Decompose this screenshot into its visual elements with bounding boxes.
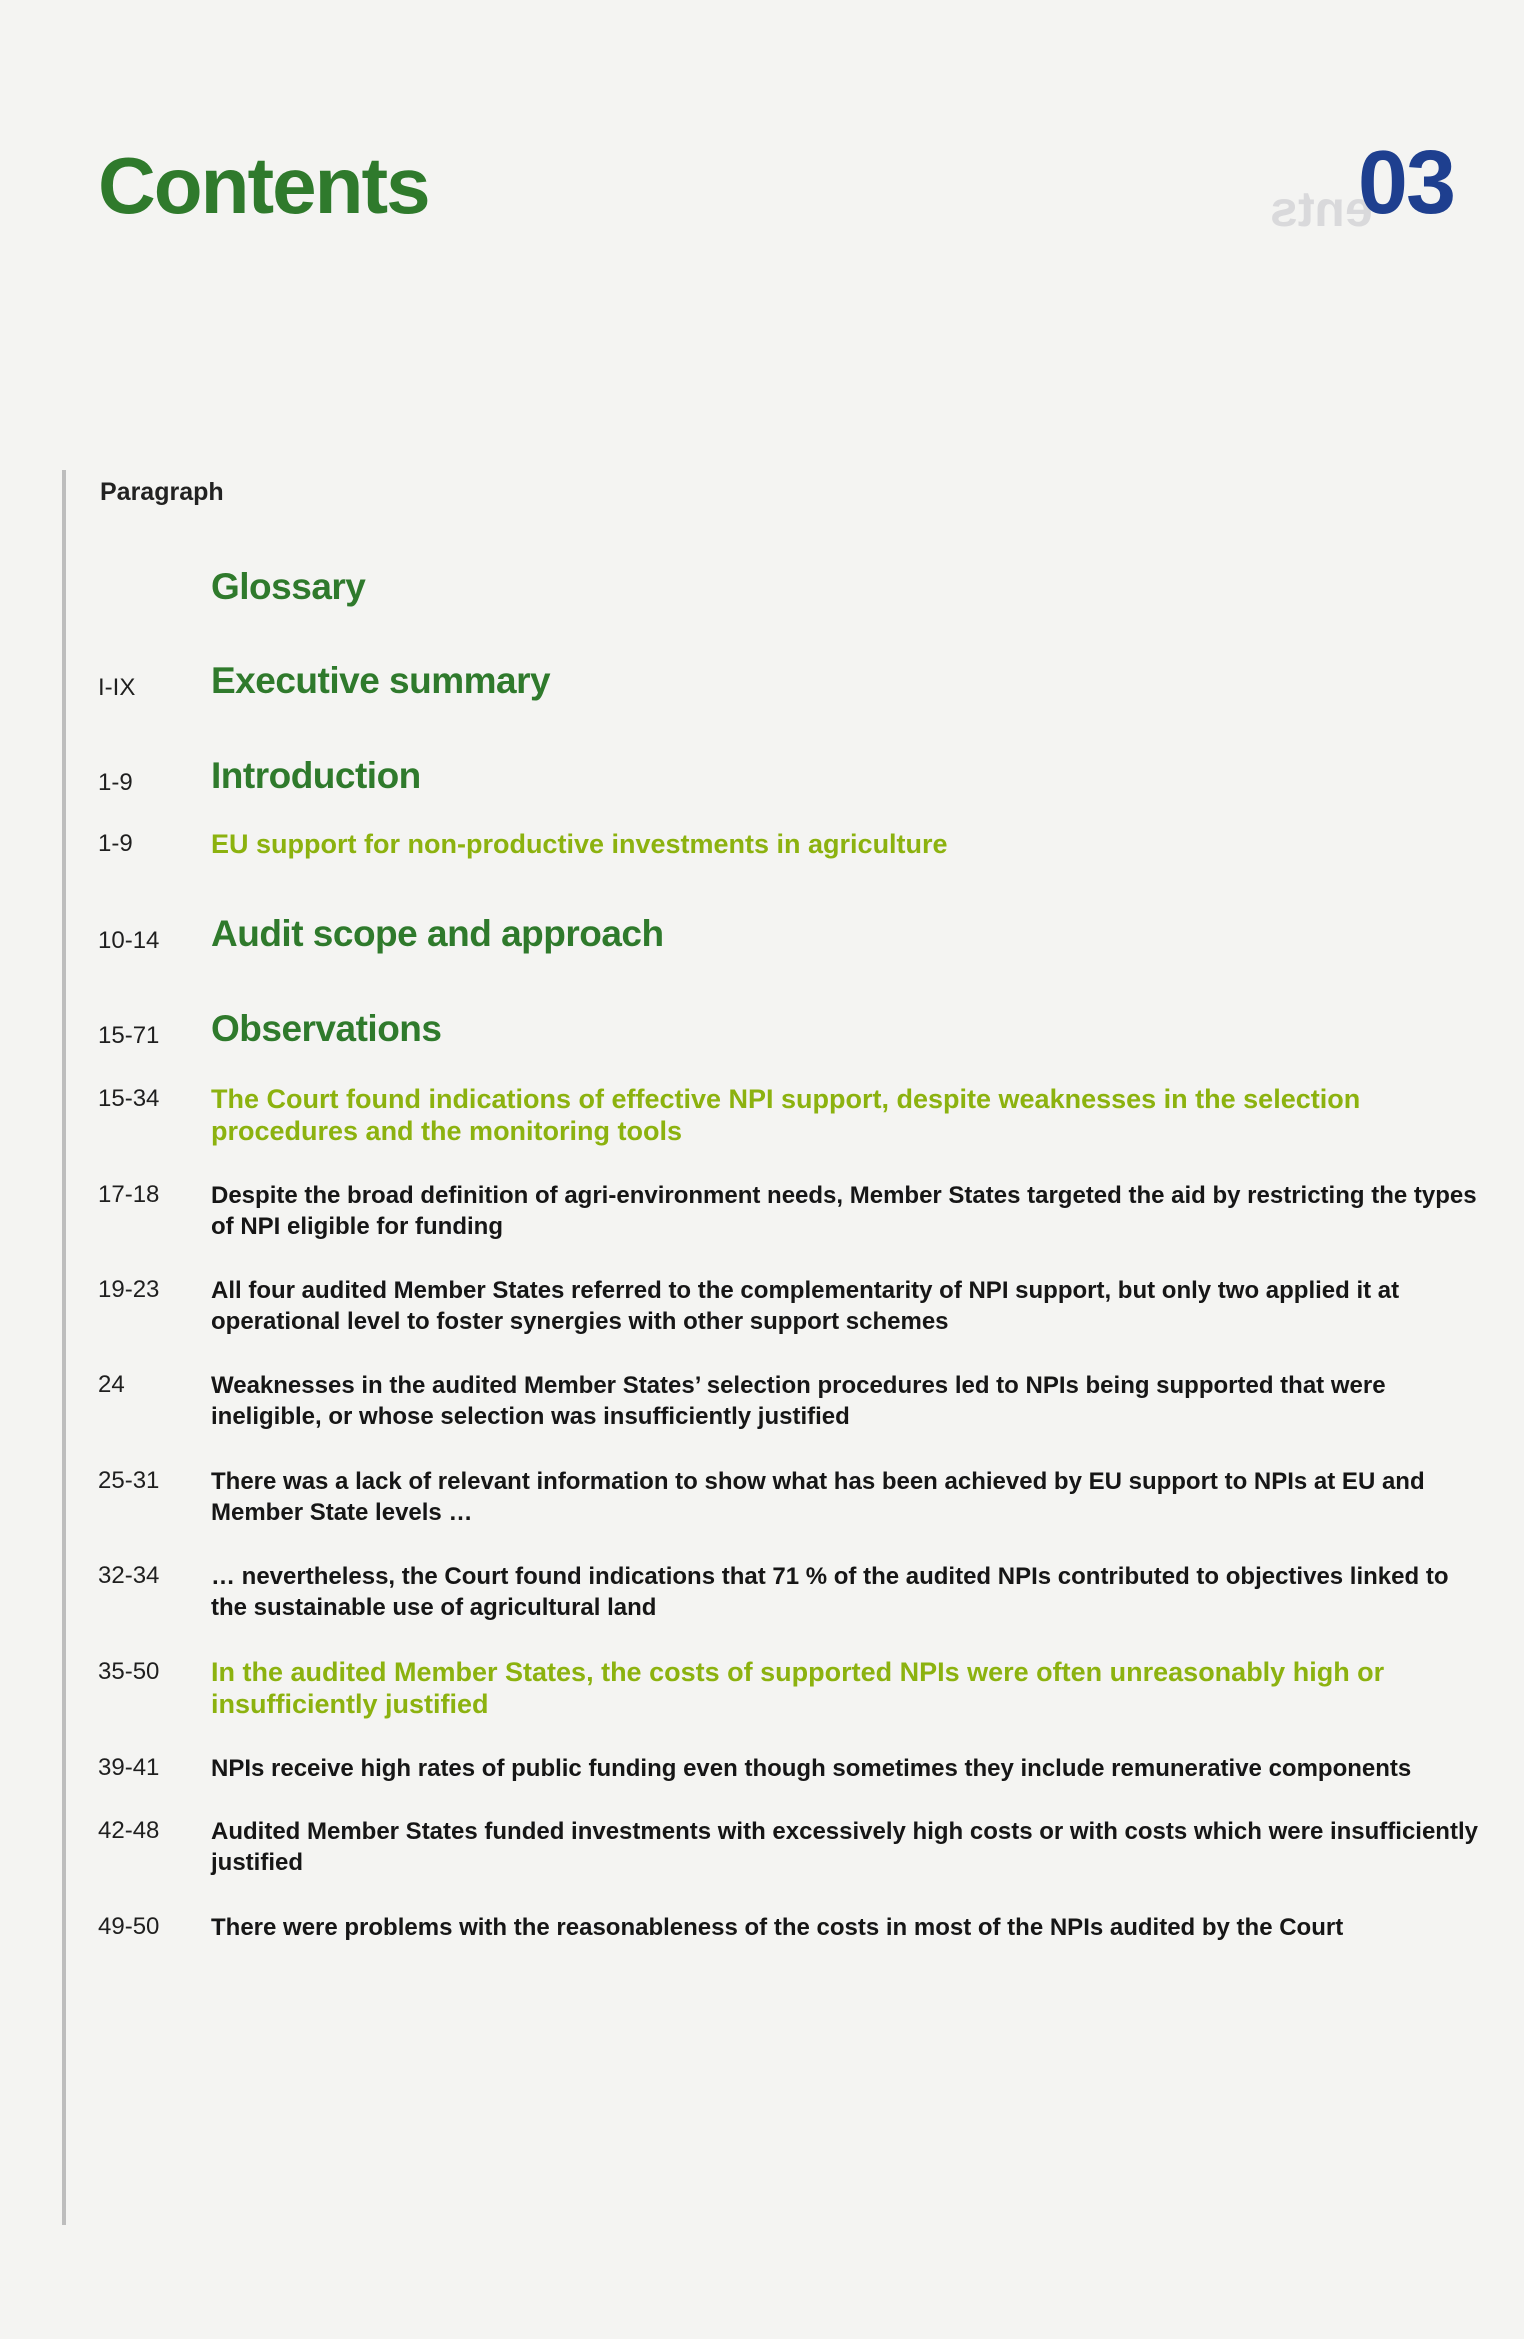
toc-item: Despite the broad definition of agri-environment needs, Member States targeted the aid by restricting the types of NPI eligible for funding	[211, 1182, 1477, 1240]
toc-paragraph-range: 19-23	[98, 1276, 160, 1303]
toc-heading: Glossary	[211, 566, 366, 607]
toc-paragraph-range: 49-50	[98, 1913, 160, 1940]
show-through-text: ents	[1270, 181, 1373, 237]
toc-item: Audited Member States funded investments with excessively high costs or with costs which were insufficiently justified	[211, 1818, 1478, 1876]
toc-paragraph-range: 1-9	[98, 769, 133, 796]
toc-paragraph-range: 15-34	[98, 1085, 160, 1112]
toc-paragraph-range: 10-14	[98, 927, 160, 954]
toc-subheading: EU support for non-productive investments in agriculture	[211, 829, 948, 859]
toc-paragraph-range: 42-48	[98, 1817, 160, 1844]
toc-item: NPIs receive high rates of public funding even though sometimes they include remunerative components	[211, 1755, 1412, 1782]
toc-item: There were problems with the reasonableness of the costs in most of the NPIs audited by the Court	[211, 1914, 1344, 1941]
toc-heading: Observations	[211, 1008, 442, 1049]
toc-paragraph-range: 24	[98, 1371, 125, 1398]
margin-rule	[62, 470, 66, 2225]
paragraph-column-header: Paragraph	[100, 478, 224, 506]
toc-paragraph-range: I-IX	[98, 674, 136, 701]
toc-heading: Executive summary	[211, 660, 551, 701]
toc-paragraph-range: 15-71	[98, 1022, 160, 1049]
page-number: 03	[1357, 133, 1454, 233]
toc-paragraph-range: 1-9	[98, 830, 133, 857]
toc-item: Weaknesses in the audited Member States’ selection procedures led to NPIs being supported that were ineligible, or whose selection was insufficiently justified	[211, 1372, 1386, 1430]
toc-item: … nevertheless, the Court found indications that 71 % of the audited NPIs contributed to objectives linked to the sustainable use of agricultural land	[211, 1563, 1449, 1621]
page-title: Contents	[98, 141, 429, 230]
toc-paragraph-range: 39-41	[98, 1754, 160, 1781]
toc-item: All four audited Member States referred to the complementarity of NPI support, but only two applied it at operational level to foster synergies with other support schemes	[211, 1277, 1400, 1335]
toc-subheading: In the audited Member States, the costs of supported NPIs were often unreasonably high or insufficiently justified	[211, 1657, 1385, 1719]
toc-paragraph-range: 17-18	[98, 1181, 160, 1208]
toc-subheading: The Court found indications of effective NPI support, despite weaknesses in the selection procedures and the monitoring tools	[211, 1084, 1361, 1146]
toc-heading: Introduction	[211, 755, 421, 796]
toc-paragraph-range: 35-50	[98, 1658, 160, 1685]
toc-paragraph-range: 32-34	[98, 1562, 160, 1589]
toc-paragraph-range: 25-31	[98, 1467, 160, 1494]
toc-heading: Audit scope and approach	[211, 913, 664, 954]
toc-item: There was a lack of relevant information to show what has been achieved by EU support to NPIs at EU and Member State levels …	[211, 1468, 1425, 1526]
